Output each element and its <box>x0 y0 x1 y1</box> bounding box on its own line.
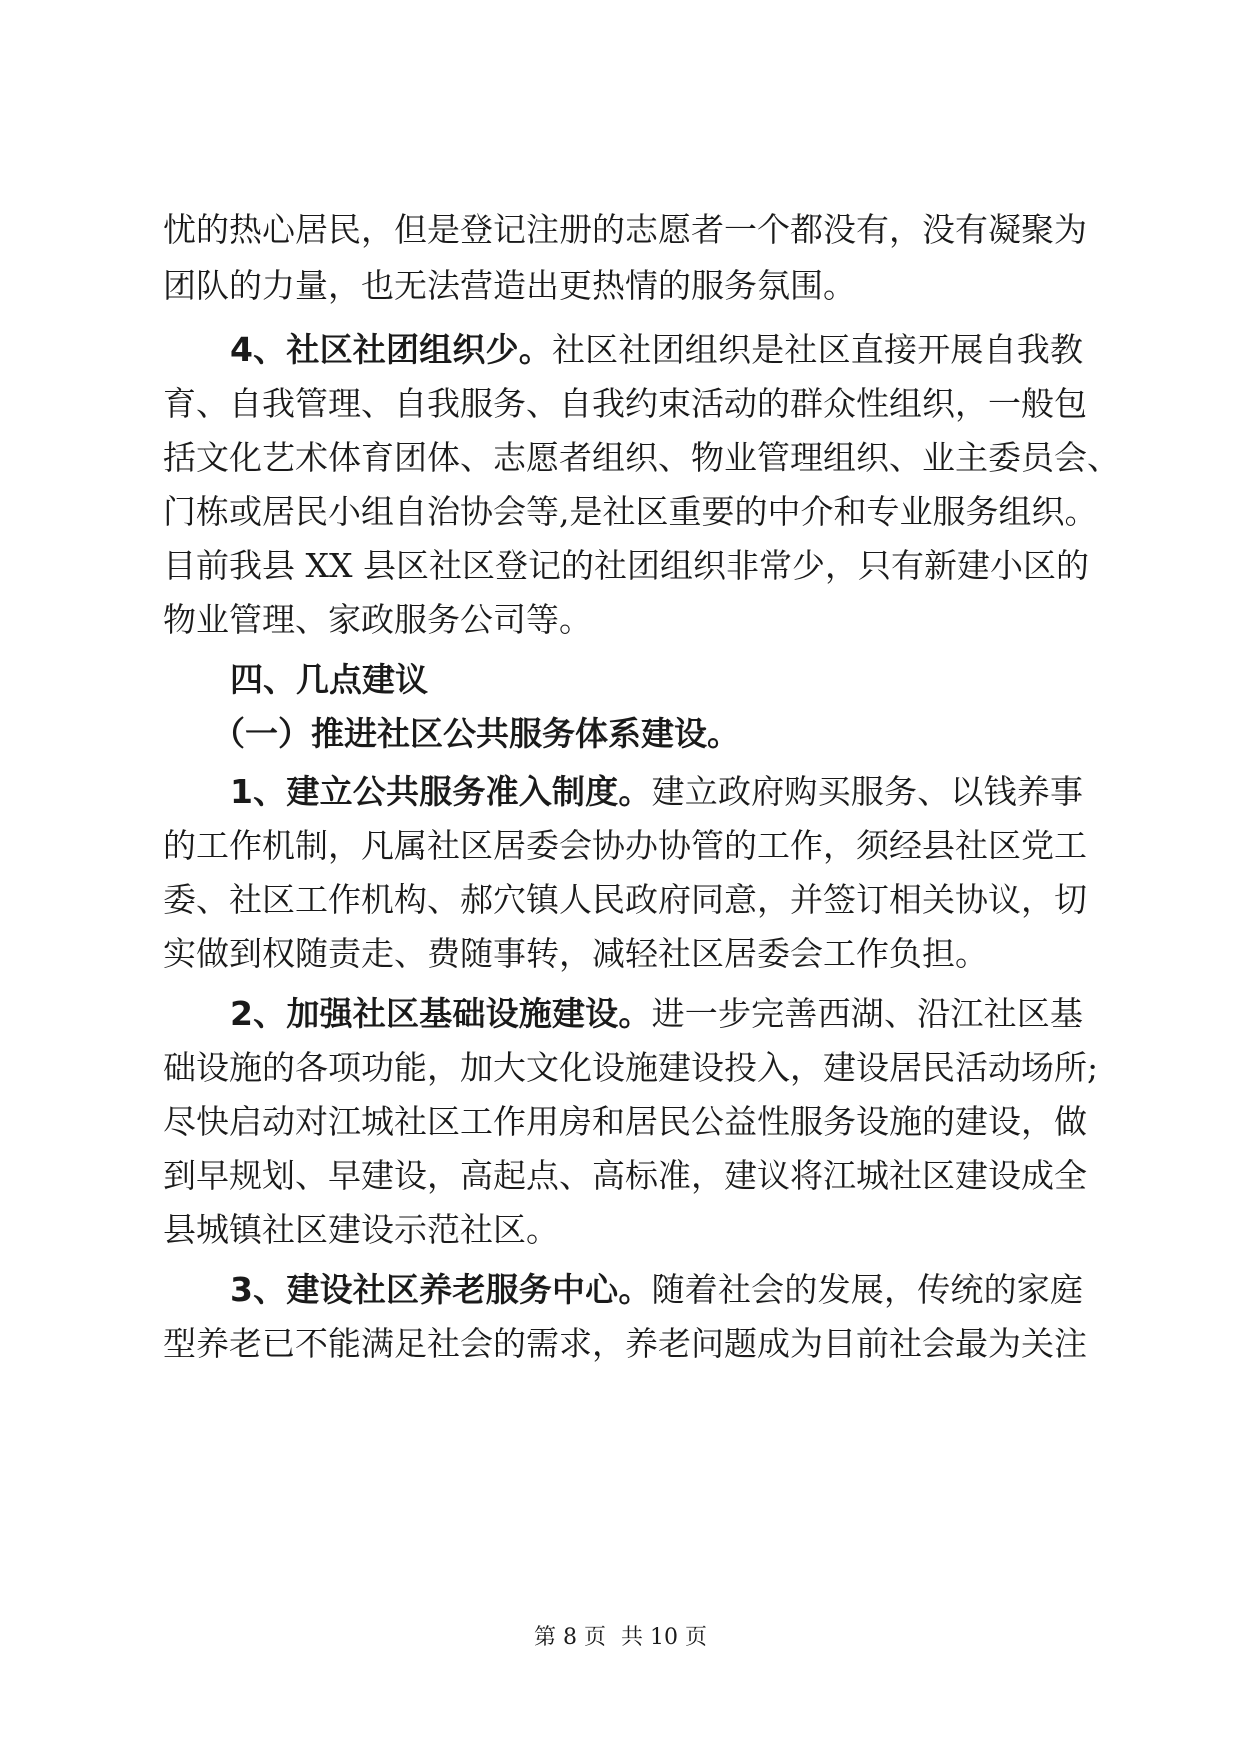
item-2-heading: 2、加强社区基础设施建设。 <box>230 994 652 1033</box>
item-3-text: 随着社会的发展，传统的家庭 <box>651 1270 1083 1309</box>
paragraph-line: 团队的力量，也无法营造出更热情的服务氛围。 <box>163 266 856 305</box>
item-2-text: 进一步完善西湖、沿江社区基 <box>651 994 1083 1033</box>
subsection-heading: （一）推进社区公共服务体系建设。 <box>212 714 740 753</box>
paragraph-line: 尽快启动对江城社区工作用房和居民公益性服务设施的建设，做 <box>163 1102 1087 1141</box>
item-3-first-line <box>230 1270 1083 1310</box>
paragraph-line: 物业管理、家政服务公司等。 <box>163 600 592 639</box>
item-3-heading: 3、建设社区养老服务中心。 <box>230 1270 652 1309</box>
paragraph-line: 到早规划、早建设，高起点、高标准，建议将江城社区建设成全 <box>163 1156 1087 1195</box>
paragraph-line: 实做到权随责走、费随事转，减轻社区居委会工作负担。 <box>163 934 988 973</box>
paragraph-line: 忧的热心居民，但是登记注册的志愿者一个都没有，没有凝聚为 <box>163 210 1087 249</box>
item-1-first-line <box>230 772 1083 812</box>
item-1-text: 建立政府购买服务、以钱养事 <box>651 772 1083 811</box>
paragraph-line: 县城镇社区建设示范社区。 <box>163 1210 559 1249</box>
section-heading: 四、几点建议 <box>230 660 428 699</box>
paragraph-4-text: 社区社团组织是社区直接开展自我教 <box>551 330 1084 369</box>
paragraph-line: 门栋或居民小组自治协会等,是社区重要的中介和专业服务组织。 <box>163 492 1098 531</box>
paragraph-line: 础设施的各项功能，加大文化设施建设投入，建设居民活动场所; <box>163 1048 1099 1087</box>
page-total: 共 10 页 <box>621 1625 707 1650</box>
paragraph-4-heading: 4、社区社团组织少。 <box>230 330 552 369</box>
paragraph-4-first-line <box>230 330 1083 370</box>
paragraph-line: 括文化艺术体育团体、志愿者组织、物业管理组织、业主委员会、 <box>163 438 1120 477</box>
item-2-first-line <box>230 994 1083 1034</box>
paragraph-line: 的工作机制，凡属社区居委会协办协管的工作，须经县社区党工 <box>163 826 1087 865</box>
paragraph-line: 育、自我管理、自我服务、自我约束活动的群众性组织，一般包 <box>163 384 1087 423</box>
page-footer <box>0 1623 1241 1653</box>
item-1-heading: 1、建立公共服务准入制度。 <box>230 772 652 811</box>
page-number: 第 8 页 <box>534 1625 606 1650</box>
paragraph-line: 型养老已不能满足社会的需求，养老问题成为目前社会最为关注 <box>163 1324 1087 1363</box>
paragraph-line: 委、社区工作机构、郝穴镇人民政府同意，并签订相关协议，切 <box>163 880 1087 919</box>
paragraph-line: 目前我县 XX 县区社区登记的社团组织非常少，只有新建小区的 <box>163 546 1089 585</box>
